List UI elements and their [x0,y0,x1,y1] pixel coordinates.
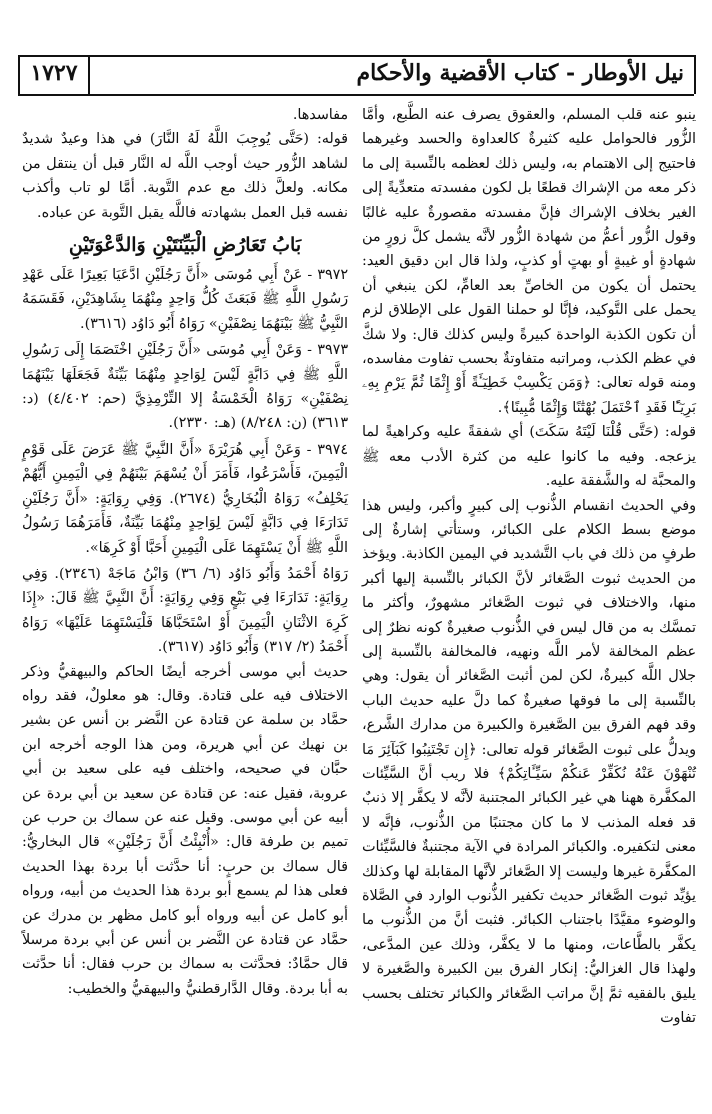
paragraph: مفاسدها. [292,107,348,123]
hadith-text: ٣٩٧٣ - وَعَنْ أَبِي مُوسَى «أَنَّ رَجُلَيْنِ اخْتَصَمَا إِلَى رَسُولِ اللَّهِ ﷺ فِي دَابَّةٍ لَيْسَ لِوَاحِدٍ مِنْهُمَا بَيِّنَةٌ فَجَعَلَهَا بَيْنَهُمَا نِصْفَيْنِ» رَوَاهُ الْخَمْسَةُ إلا التِّرْمِذِيَّ (حم: ٤/٤٠٢) (د: ٣٦١٣) (ن: ٨/٢٤٨) (هـ: ٢٣٣٠). [22,342,348,432]
hadith-text: ٣٩٧٤ - وَعَنْ أَبِي هُرَيْرَةَ «أَنَّ النَّبِيَّ ﷺ عَرَضَ عَلَى قَوْمٍ الْيَمِينَ، فَأَسْرَعُوا، فَأَمَرَ أَنْ يُسْهَمَ بَيْنَهُمْ فِي الْيَمِينِ أَيُّهُمْ يَحْلِفُ» رَوَاهُ الْبُخَارِيُّ (٢٦٧٤). وَفِي رِوَايَةٍ: «أَنَّ رَجُلَيْنِ تَدَارَءَا فِي دَابَّةٍ لَيْسَ لِوَاحِدٍ مِنْهُمَا بَيِّنَةٌ، فَأَمَرَهُمَا رَسُولُ اللَّهِ ﷺ أَنْ يَسْتَهِمَا عَلَى الْيَمِينِ أَحَبَّا أَوْ كَرِهَا». [22,441,348,556]
header-rule-bottom [18,94,694,96]
left-column [22,103,348,1001]
paragraph: قوله: (حَتَّى يُوجِبَ اللَّهُ لَهُ النَّارَ) في هذا وعيدٌ شديدٌ لشاهد الزُّور حيث أوجب اللَّه له النَّار قبل أن ينتقل من مكانه. ولعلَّ ذلك مع عدم التَّوبة. أمَّا لو تاب وأكذب نفسه قبل العمل بشهادته فاللَّه يقبل التَّوبة عن عباده. [22,131,348,221]
paragraph: ينبو عنه قلب المسلم، والعقوق يصرف عنه الطَّبع، وأمَّا الزُّور فالحوامل عليه كثيرةٌ كالعداوة والحسد وغيرهما فاحتيج إلى الاهتمام به، وليس ذلك لعظمه بالنِّسبة إلى ما ذكر معه من الإشراك قطعًا بل لكون مفسدته متعدِّيةً إلى الغير بخلاف الإشراك فإنَّ مفسدته مقصورةٌ عليه غالبًا وقول الزُّور أعمُّ من شهادة الزُّور لأنَّه يشمل كلَّ زورٍ من شهادةٍ أو غيبةٍ أو بهتٍ أو كذبٍ، ولذا قال ابن دقيق العيد: يحتمل أن يكون من الخاصِّ بعد العامِّ، لكن ينبغي أن يحمل على التَّوكيد، فإنَّا لو حملنا القول على الإطلاق لزم أن تكون الكذبة الواحدة كبيرةً وليس كذلك قال: ولا شكَّ في عظم الكذب، ومراتبه متفاوتةٌ بحسب تفاوت مفاسده، ومنه قوله تعالى: ﴿وَمَن يَكْسِبْ خَطِيٓـَٔةً أَوْ إِثْمًا ثُمَّ يَرْمِ بِهِۦ بَرِيٓـًٔا فَقَدِ ٱحْتَمَلَ بُهْتَٰنًا وَإِثْمًا مُّبِينًا﴾. [362,107,696,416]
paragraph: وفي الحديث انقسام الذُّنوب إلى كبيرٍ وأكبر، وليس هذا موضع بسط الكلام على الكبائر، وستأتي إشارةٌ إلى طرفٍ من ذلك في باب التَّشديد في اليمين الكاذبة. ويؤخذ من الحديث ثبوت الصَّغائر لأنَّ الكبائر بالنِّسبة إليها أكبر منها، والاختلاف في ثبوت الصَّغائر مشهورٌ، وأكثر ما تمسَّك به من قال ليس في الذُّنوب صغيرةٌ كونه نظرٌ إلى عظم المخالفة لأمر اللَّه ونهيه، فالمخالفة بالنِّسبة إلى جلال اللَّه كبيرةٌ، لكن لمن أثبت الصَّغائر أن يقول: وهي بالنِّسبة إلى ما فوقها صغيرةٌ كما دلَّ عليه حديث الباب وقد فهم الفرق بين الصَّغيرة والكبيرة من مدارك الشَّرع، ويدلُّ على ثبوت الصَّغائر قوله تعالى: ﴿إِن تَجْتَنِبُوا كَبَآئِرَ مَا تُنْهَوْنَ عَنْهُ نُكَفِّرْ عَنكُمْ سَيِّـَٔاتِكُمْ﴾ فلا ريب أنَّ السَّيِّئات المكفَّرة ههنا هي غير الكبائر المجتنبة لأنَّه لا يكفَّر إلا ذنبٌ قد فعله المذنب لا ما كان مجتنبًا من الذُّنوب، فإنَّه لا معنى لتكفيره. والكبائر المرادة في الآية مجتنبةٌ فالسَّيِّئات المكفَّرة غيرها وليست إلا الصَّغائر لأنَّها المقابلة لها وكذلك يؤيِّد ثبوت الصَّغائر حديث تكفير الذُّنوب الوارد في الصَّلاة والوضوء مقيَّدًا باجتناب الكبائر. فثبت أنَّ من الذُّنوب ما يكفَّر بالطَّاعات، ومنها ما لا يكفَّر، وذلك عين المدَّعى، ولهذا قال الغزاليُّ: إنكار الفرق بين الكبيرة والصَّغيرة لا يليق بالفقيه ثمَّ إنَّ مراتب الصَّغائر والكبائر تختلف بحسب تفاوت [362,497,696,1027]
right-column [362,103,696,1030]
paragraph: حديث أبي موسى أخرجه أيضًا الحاكم والبيهقيُّ وذكر الاختلاف فيه على قتادة. وقال: هو معلولٌ، فقد رواه حمَّاد بن سلمة عن قتادة عن النَّضر بن أنس عن بشير بن نهيك عن أبي هريرة، ومن هذا الوجه أخرجه ابن حبَّان في صحيحه، واختلف فيه على سعيد بن أبي عروبة، فقيل عنه: عن قتادة عن سعيد بن أبي بردة عن أبيه عن أبي موسى. وقيل عنه عن سماك بن حرب عن تميم بن طرفة قال: «أُنْبِئْتُ أَنَّ رَجُلَيْنِ» قال البخاريُّ: قال سماك بن حربٍ: أنا حدَّثت أبا بردة بهذا الحديث فعلى هذا لم يسمع أبو بردة هذا الحديث من أبيه، ورواه أبو كامل عن أبيه ورواه أبو كامل مظهر بن مدرك عن حمَّاد عن قتادة عن النَّضر بن أنس عن أبي بردة مرسلاً قال حمَّادٌ: فحدَّثت به سماك بن حرب فقال: أنا حدَّثت به أبا بردة. وقال الدَّارقطنيُّ والبيهقيُّ والخطيب: [22,663,348,997]
hadith-text: ٣٩٧٢ - عَنْ أَبِي مُوسَى «أَنَّ رَجُلَيْنِ ادَّعَيَا بَعِيرًا عَلَى عَهْدِ رَسُولِ اللَّهِ ﷺ فَبَعَثَ كُلُّ وَاحِدٍ مِنْهُمَا بِشَاهِدَيْنِ، فَقَسَمَهُ النَّبِيُّ ﷺ بَيْنَهُمَا نِصْفَيْنِ» رَوَاهُ أَبُو دَاوُد (٣٦١٦). [22,267,348,332]
running-title: نيل الأوطار - كتاب الأقضية والأحكام [356,60,684,86]
header-rule-top [18,55,694,57]
header-frame-divider [88,55,90,94]
hadith-text: رَوَاهُ أَحْمَدُ وَأَبُو دَاوُد (٦/ ٣٦) وَابْنُ مَاجَهْ (٢٣٤٦). وَفِي رِوَايَةٍ: تَدَارَءَا فِي بَيْعٍ وَفِي رِوَايَةٍ: أَنَّ النَّبِيَّ ﷺ قَالَ: «إِذَا كَرِهَ الاثْنَانِ الْيَمِينَ أَوْ اسْتَحَبَّاهَا فَلْيَسْتَهِمَا عَلَيْهَا» رَوَاهُ أَحْمَدُ (٢/ ٣١٧) وَأَبُو دَاوُد (٣٦١٧). [22,565,348,656]
page-number: ١٧٢٧ [30,60,78,86]
section-heading: بَابُ تَعَارُضِ الْبَيِّنَتَيْنِ وَالدَّعْوَتَيْنِ [68,234,302,257]
paragraph: قوله: (حَتَّى قُلْنَا لَيْتَهُ سَكَتَ) أي شفقةً عليه وكراهيةً لما يزعجه. وفيه ما كانوا عليه من كثرة الأدب معه ﷺ والمحبَّة له والشَّفقة عليه. [362,424,696,490]
header-frame-right [694,55,696,94]
